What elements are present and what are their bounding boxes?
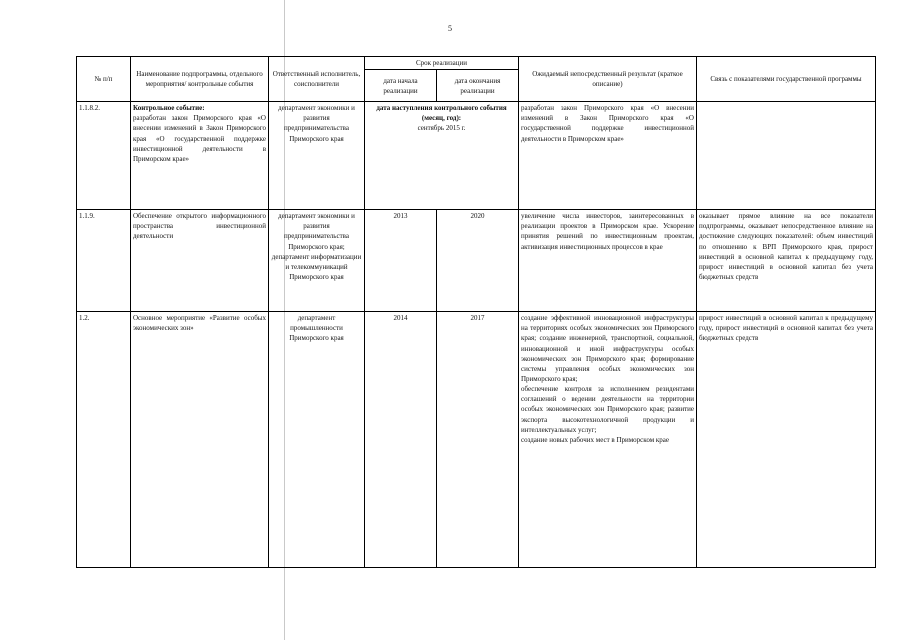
header-end: дата окончания реализации [437,70,519,102]
indicator-link: оказывает прямое влияние на все показатели подпрограммы, оказывает непосредственное влияние на достижение следующих показателей: объем инвестиций по отношению к ВРП Приморского края, прирост инвестиций в основной капитал к предыдущему году, прирост инвестиций в основной капитал без учета бюджетных средств [697,210,876,312]
header-responsible: Ответственный исполнитель, соисполнители [269,57,365,102]
header-period: Срок реализации [365,57,519,70]
expected-result: разработан закон Приморского края «О внесении изменений в Закон Приморского края «О государственной поддержке инвестиционной деятельности в Приморском крае» [519,102,697,210]
responsible-secondary: департамент информатизации и телекоммуникаций Приморского края [271,252,362,281]
end-year: 2017 [437,312,519,568]
header-result: Ожидаемый непосредственный результат (краткое описание) [519,57,697,102]
expected-result-part: создание эффективной инновационной инфраструктуры на территориях особых экономических зон Приморского края; создание инженерной, транспортной, социальной, инновационной и иной инфраструктуры особых экономических зон Приморского края; формирование системы управления особых экономических зон Приморского края; [521,314,694,383]
expected-result-part: создание новых рабочих мест в Приморском крае [521,435,669,444]
responsible: департамент экономики и развития предпринимательства Приморского края [269,102,365,210]
responsible: департамент промышленности Приморского края [269,312,365,568]
row-number: 1.1.8.2. [77,102,131,210]
responsible-cell [269,210,365,312]
header-num: № п/п [77,57,131,102]
responsible-primary: департамент экономики и развития предпринимательства Приморского края; [278,212,355,251]
expected-result-part: обеспечение контроля за исполнением резидентами соглашений о ведении деятельности на территории особых экономических зон Приморского края; развитие экспорта высокотехнологичной продукции и интеллектуальных услуг; [521,385,694,434]
table-row [77,102,876,210]
program-table [76,56,876,568]
event-name-cell [131,102,269,210]
event-date-value: сентябрь 2015 г. [417,124,466,133]
expected-result: увеличение числа инвесторов, заинтересованных в реализации проектов в Приморском крае. Ускорение принятия решений по инвестиционным проектам, активизация инвестиционных процессов в крае [519,210,697,312]
table-row [77,312,876,568]
expected-result-cell [519,312,697,568]
page-number: 5 [448,24,452,33]
table-row [77,210,876,312]
header-start: дата начала реализации [365,70,437,102]
header-link: Связь с показателями государственной программы [697,57,876,102]
event-name: разработан закон Приморского края «О внесении изменений в Закон Приморского края «О государственной поддержке инвестиционной деятельности в Приморском крае» [133,114,266,163]
event-date-cell [365,102,519,210]
event-title: Контрольное событие: [133,104,205,113]
measure-name: Основное мероприятие «Развитие особых экономических зон» [131,312,269,568]
start-year: 2013 [365,210,437,312]
row-number: 1.1.9. [77,210,131,312]
measure-name: Обеспечение открытого информационного пространства инвестиционной деятельности [131,210,269,312]
start-year: 2014 [365,312,437,568]
row-number: 1.2. [77,312,131,568]
indicator-link [697,102,876,210]
event-date-title: дата наступления контрольного события (месяц, год): [376,104,507,123]
indicator-link: прирост инвестиций в основной капитал к предыдущему году, прирост инвестиций в основной капитал без учета бюджетных средств [697,312,876,568]
end-year: 2020 [437,210,519,312]
header-name: Наименование подпрограммы, отдельного мероприятия/ контрольные события [131,57,269,102]
header-row [77,57,876,70]
